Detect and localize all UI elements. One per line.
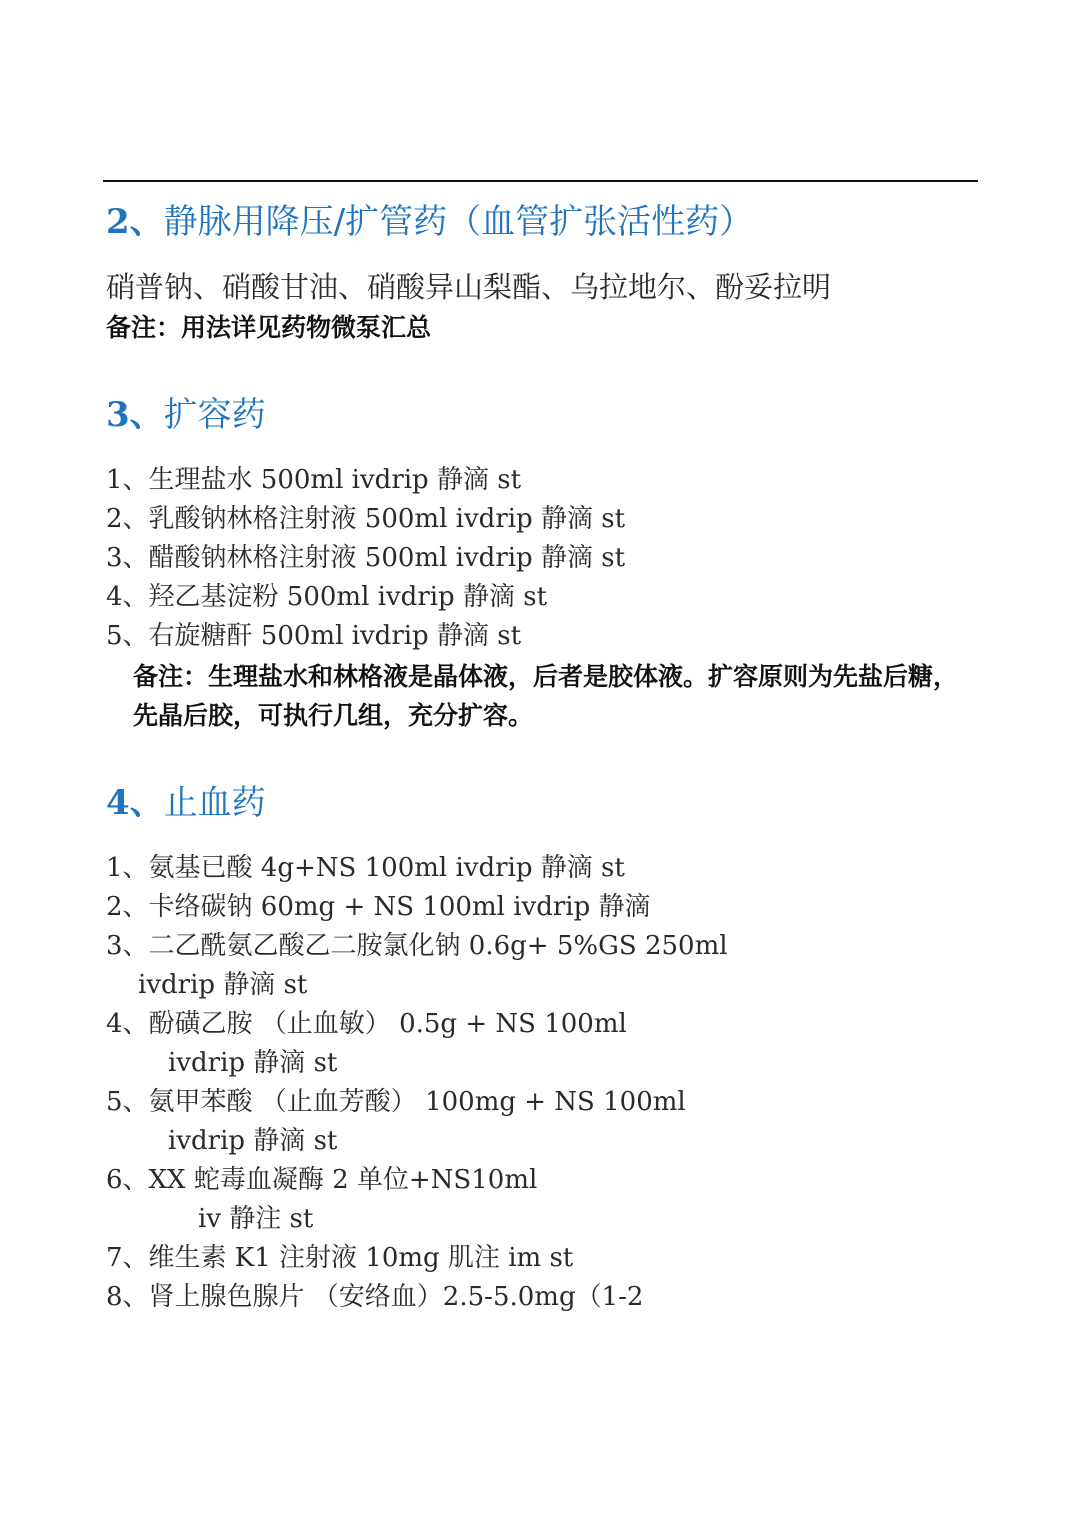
list-item-continuation: ivdrip 静滴 st <box>138 970 308 1000</box>
list-item: 5、氨甲苯酸 （止血芳酸） 100mg + NS 100ml <box>106 1087 686 1117</box>
list-item-continuation: iv 静注 st <box>198 1204 314 1234</box>
section-number: 4、 <box>106 783 164 823</box>
list-item: 4、羟乙基淀粉 500ml ivdrip 静滴 st <box>106 582 548 612</box>
section-title: 静脉用降压/扩管药（血管扩张活性药） <box>163 202 754 242</box>
list-item-continuation: ivdrip 静滴 st <box>168 1126 338 1156</box>
top-divider-line <box>103 180 978 182</box>
list-item: 5、右旋糖酐 500ml ivdrip 静滴 st <box>106 621 522 651</box>
section-3-heading <box>106 395 266 435</box>
list-item: 4、酚磺乙胺 （止血敏） 0.5g + NS 100ml <box>106 1009 627 1039</box>
section-number: 2、 <box>106 202 164 242</box>
section-title: 止血药 <box>163 783 266 823</box>
section-3-note-line-2: 先晶后胶，可执行几组，充分扩容。 <box>133 701 534 730</box>
list-item: 7、维生素 K1 注射液 10mg 肌注 im st <box>106 1243 574 1273</box>
list-item: 1、生理盐水 500ml ivdrip 静滴 st <box>106 465 522 495</box>
section-3-note-line-1: 备注：生理盐水和林格液是晶体液，后者是胶体液。扩容原则为先盐后糖， <box>133 662 959 691</box>
list-item: 2、乳酸钠林格注射液 500ml ivdrip 静滴 st <box>106 504 626 534</box>
section-title: 扩容药 <box>163 395 266 435</box>
list-item: 1、氨基已酸 4g+NS 100ml ivdrip 静滴 st <box>106 853 625 883</box>
section-2-drug-list: 硝普钠、硝酸甘油、硝酸异山梨酯、乌拉地尔、酚妥拉明 <box>106 270 832 304</box>
list-item-continuation: ivdrip 静滴 st <box>168 1048 338 1078</box>
section-2-heading <box>106 202 754 242</box>
list-item: 8、肾上腺色腺片 （安络血）2.5-5.0mg（1-2 <box>106 1282 644 1312</box>
list-item: 3、二乙酰氨乙酸乙二胺氯化钠 0.6g+ 5%GS 250ml <box>106 931 728 961</box>
section-number: 3、 <box>106 395 164 435</box>
list-item: 3、醋酸钠林格注射液 500ml ivdrip 静滴 st <box>106 543 626 573</box>
section-2-note: 备注：用法详见药物微泵汇总 <box>106 313 432 342</box>
list-item: 6、XX 蛇毒血凝酶 2 单位+NS10ml <box>106 1165 538 1195</box>
list-item: 2、卡络碳钠 60mg + NS 100ml ivdrip 静滴 <box>106 892 651 922</box>
section-4-heading <box>106 783 266 823</box>
